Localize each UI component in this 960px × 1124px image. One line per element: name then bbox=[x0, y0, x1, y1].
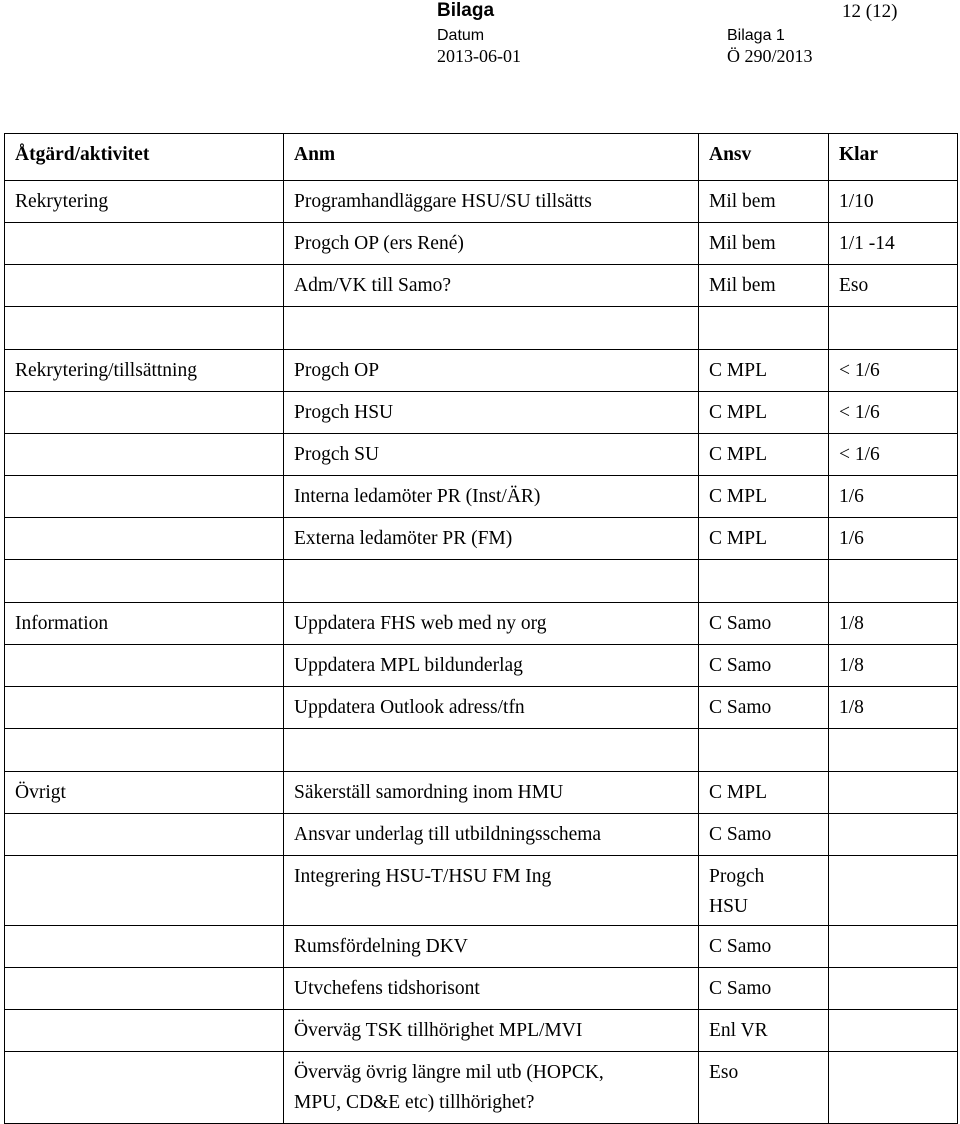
cell-empty bbox=[5, 729, 284, 772]
reference-label: Bilaga 1 bbox=[727, 27, 785, 44]
cell-done bbox=[829, 814, 958, 856]
cell-empty bbox=[829, 307, 958, 350]
cell-empty bbox=[829, 560, 958, 603]
cell-note: Progch OP (ers René) bbox=[284, 223, 699, 265]
cell-note: Adm/VK till Samo? bbox=[284, 265, 699, 307]
cell-done: Eso bbox=[829, 265, 958, 307]
note-line: MPU, CD&E etc) tillhörighet? bbox=[294, 1091, 535, 1113]
cell-note: Interna ledamöter PR (Inst/ÄR) bbox=[284, 476, 699, 518]
table-spacer-row bbox=[5, 560, 958, 603]
cell-done: < 1/6 bbox=[829, 434, 958, 476]
cell-responsible: C Samo bbox=[699, 968, 829, 1010]
column-header-responsible: Ansv bbox=[699, 134, 829, 181]
cell-empty bbox=[284, 560, 699, 603]
table-row bbox=[5, 392, 958, 434]
table-row bbox=[5, 645, 958, 687]
cell-activity bbox=[5, 1010, 284, 1052]
table-row bbox=[5, 265, 958, 307]
cell-activity bbox=[5, 392, 284, 434]
table-row bbox=[5, 772, 958, 814]
cell-activity bbox=[5, 645, 284, 687]
table-row bbox=[5, 1010, 958, 1052]
table-row bbox=[5, 603, 958, 645]
cell-activity bbox=[5, 518, 284, 560]
cell-done: 1/8 bbox=[829, 603, 958, 645]
reference-value: Ö 290/2013 bbox=[727, 46, 813, 66]
column-header-note: Anm bbox=[284, 134, 699, 181]
cell-done: < 1/6 bbox=[829, 392, 958, 434]
cell-activity: Rekrytering bbox=[5, 181, 284, 223]
cell-done bbox=[829, 1010, 958, 1052]
cell-activity bbox=[5, 926, 284, 968]
cell-note: Progch OP bbox=[284, 350, 699, 392]
cell-empty bbox=[284, 307, 699, 350]
cell-note: Uppdatera Outlook adress/tfn bbox=[284, 687, 699, 729]
cell-done: 1/10 bbox=[829, 181, 958, 223]
page-number: 12 (12) bbox=[842, 1, 898, 22]
cell-note: Överväg TSK tillhörighet MPL/MVI bbox=[284, 1010, 699, 1052]
cell-done: 1/8 bbox=[829, 645, 958, 687]
cell-empty bbox=[829, 729, 958, 772]
cell-note: Integrering HSU-T/HSU FM Ing bbox=[284, 856, 699, 926]
cell-activity bbox=[5, 265, 284, 307]
cell-responsible: Mil bem bbox=[699, 223, 829, 265]
cell-activity bbox=[5, 968, 284, 1010]
cell-done bbox=[829, 926, 958, 968]
cell-note: Programhandläggare HSU/SU tillsätts bbox=[284, 181, 699, 223]
table-row bbox=[5, 926, 958, 968]
cell-activity: Övrigt bbox=[5, 772, 284, 814]
table-row bbox=[5, 434, 958, 476]
cell-responsible: Enl VR bbox=[699, 1010, 829, 1052]
table-row bbox=[5, 814, 958, 856]
cell-done bbox=[829, 772, 958, 814]
cell-activity: Rekrytering/tillsättning bbox=[5, 350, 284, 392]
cell-responsible: C MPL bbox=[699, 434, 829, 476]
cell-note: Uppdatera MPL bildunderlag bbox=[284, 645, 699, 687]
cell-responsible: C Samo bbox=[699, 926, 829, 968]
cell-note: Uppdatera FHS web med ny org bbox=[284, 603, 699, 645]
cell-note: Progch HSU bbox=[284, 392, 699, 434]
table-spacer-row bbox=[5, 729, 958, 772]
table-row bbox=[5, 518, 958, 560]
cell-note: Säkerställ samordning inom HMU bbox=[284, 772, 699, 814]
table-row bbox=[5, 223, 958, 265]
cell-activity bbox=[5, 223, 284, 265]
column-header-activity: Åtgärd/aktivitet bbox=[5, 134, 284, 181]
cell-responsible: Mil bem bbox=[699, 265, 829, 307]
cell-empty bbox=[5, 560, 284, 603]
cell-done: 1/1 -14 bbox=[829, 223, 958, 265]
cell-activity bbox=[5, 814, 284, 856]
cell-done: 1/8 bbox=[829, 687, 958, 729]
cell-done: 1/6 bbox=[829, 518, 958, 560]
action-table bbox=[4, 133, 958, 1124]
cell-empty bbox=[699, 307, 829, 350]
table-row bbox=[5, 1052, 958, 1124]
cell-note: Rumsfördelning DKV bbox=[284, 926, 699, 968]
datum-label: Datum bbox=[437, 27, 485, 44]
cell-note: Utvchefens tidshorisont bbox=[284, 968, 699, 1010]
cell-note: Progch SU bbox=[284, 434, 699, 476]
table-spacer-row bbox=[5, 307, 958, 350]
cell-responsible: C Samo bbox=[699, 814, 829, 856]
cell-activity bbox=[5, 1052, 284, 1124]
cell-responsible: C MPL bbox=[699, 350, 829, 392]
cell-responsible bbox=[699, 856, 829, 926]
datum-value: 2013-06-01 bbox=[437, 46, 521, 66]
cell-activity bbox=[5, 856, 284, 926]
table-header-row bbox=[5, 134, 958, 181]
cell-responsible: Mil bem bbox=[699, 181, 829, 223]
cell-note: Ansvar underlag till utbildningsschema bbox=[284, 814, 699, 856]
cell-empty bbox=[5, 307, 284, 350]
responsible-line: HSU bbox=[709, 895, 749, 917]
cell-note: Externa ledamöter PR (FM) bbox=[284, 518, 699, 560]
cell-done: < 1/6 bbox=[829, 350, 958, 392]
cell-done bbox=[829, 856, 958, 926]
table-row bbox=[5, 856, 958, 926]
document-title: Bilaga bbox=[437, 0, 495, 21]
table-row bbox=[5, 968, 958, 1010]
table-row bbox=[5, 181, 958, 223]
cell-activity bbox=[5, 434, 284, 476]
responsible-line: Progch bbox=[709, 866, 765, 887]
cell-done: 1/6 bbox=[829, 476, 958, 518]
note-line: Överväg övrig längre mil utb (HOPCK, bbox=[294, 1062, 604, 1083]
cell-responsible: C MPL bbox=[699, 772, 829, 814]
table-row bbox=[5, 350, 958, 392]
cell-note bbox=[284, 1052, 699, 1124]
table-row bbox=[5, 687, 958, 729]
cell-empty bbox=[699, 729, 829, 772]
cell-activity bbox=[5, 687, 284, 729]
cell-done bbox=[829, 1052, 958, 1124]
cell-activity bbox=[5, 476, 284, 518]
cell-responsible: C Samo bbox=[699, 603, 829, 645]
cell-activity: Information bbox=[5, 603, 284, 645]
cell-responsible: Eso bbox=[699, 1052, 829, 1124]
cell-responsible: C Samo bbox=[699, 645, 829, 687]
cell-responsible: C MPL bbox=[699, 518, 829, 560]
table-row bbox=[5, 476, 958, 518]
column-header-done: Klar bbox=[829, 134, 958, 181]
cell-done bbox=[829, 968, 958, 1010]
cell-empty bbox=[284, 729, 699, 772]
cell-responsible: C MPL bbox=[699, 476, 829, 518]
cell-empty bbox=[699, 560, 829, 603]
cell-responsible: C Samo bbox=[699, 687, 829, 729]
cell-responsible: C MPL bbox=[699, 392, 829, 434]
